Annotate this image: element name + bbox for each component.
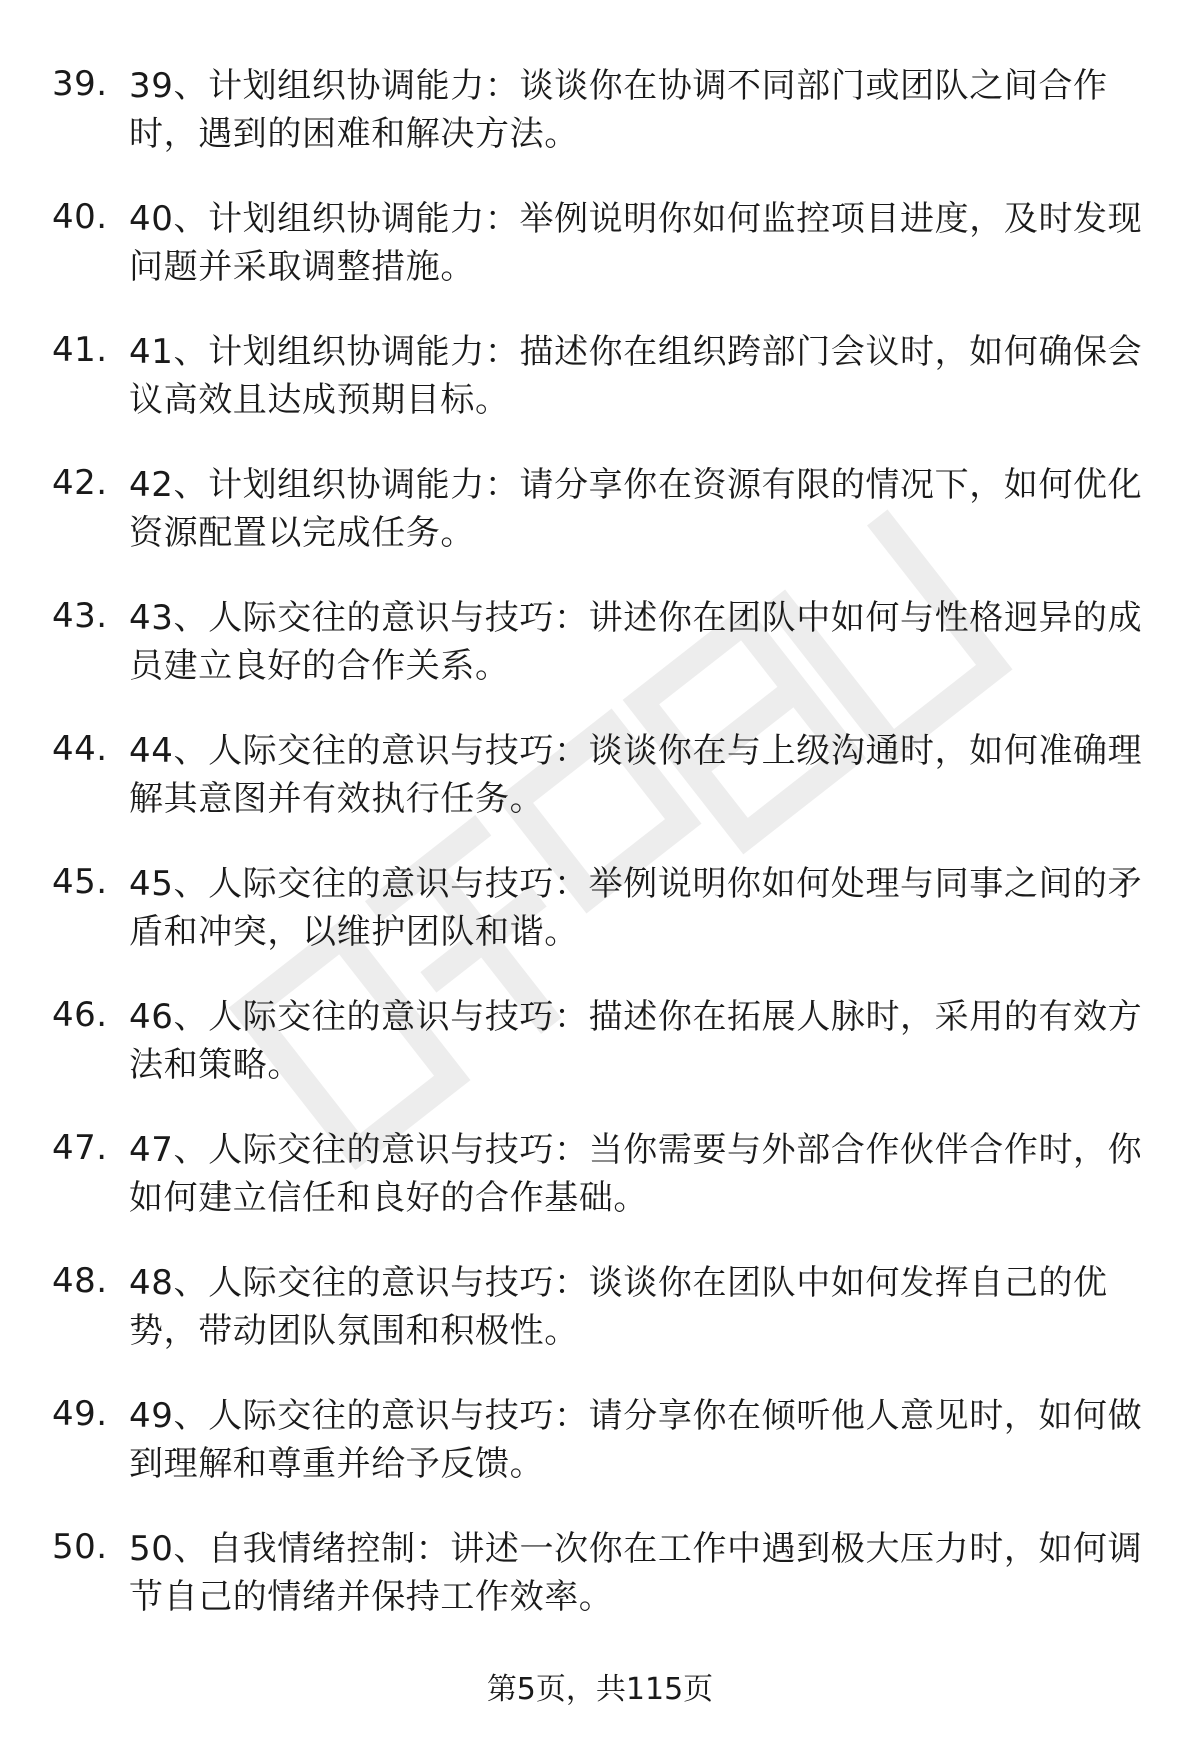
question-number: 39.: [52, 64, 108, 104]
question-number: 50.: [52, 1527, 108, 1567]
question-number: 49.: [52, 1394, 108, 1434]
question-text: 45、人际交往的意识与技巧：举例说明你如何处理与同事之间的矛盾和冲突，以维护团队和谐。: [129, 864, 1143, 952]
question-text: 40、计划组织协调能力：举例说明你如何监控项目进度，及时发现问题并采取调整措施。: [129, 199, 1143, 287]
question-text: 43、人际交往的意识与技巧：讲述你在团队中如何与性格迥异的成员建立良好的合作关系。: [129, 598, 1143, 686]
list-item: [0, 1257, 1200, 1390]
list-item: [0, 592, 1200, 725]
list-item: [0, 1390, 1200, 1523]
question-text: 44、人际交往的意识与技巧：谈谈你在与上级沟通时，如何准确理解其意图并有效执行任务。: [129, 731, 1143, 819]
list-item: [0, 326, 1200, 459]
list-item: [0, 991, 1200, 1124]
list-item: [0, 459, 1200, 592]
list-item: [0, 1523, 1200, 1656]
list-item: [0, 858, 1200, 991]
question-number: 43.: [52, 596, 108, 636]
question-list: [0, 60, 1200, 1656]
question-text: 49、人际交往的意识与技巧：请分享你在倾听他人意见时，如何做到理解和尊重并给予反馈。: [129, 1396, 1143, 1484]
question-number: 40.: [52, 197, 108, 237]
question-number: 42.: [52, 463, 108, 503]
question-number: 47.: [52, 1128, 108, 1168]
question-text: 42、计划组织协调能力：请分享你在资源有限的情况下，如何优化资源配置以完成任务。: [129, 465, 1143, 553]
question-text: 48、人际交往的意识与技巧：谈谈你在团队中如何发挥自己的优势，带动团队氛围和积极性。: [129, 1263, 1108, 1351]
page-footer: 第5页，共115页: [486, 1672, 714, 1707]
question-number: 44.: [52, 729, 108, 769]
question-text: 39、计划组织协调能力：谈谈你在协调不同部门或团队之间合作时，遇到的困难和解决方法。: [129, 66, 1108, 154]
question-text: 46、人际交往的意识与技巧：描述你在拓展人脉时，采用的有效方法和策略。: [129, 997, 1143, 1085]
question-text: 41、计划组织协调能力：描述你在组织跨部门会议时，如何确保会议高效且达成预期目标。: [129, 332, 1143, 420]
question-number: 48.: [52, 1261, 108, 1301]
list-item: [0, 1124, 1200, 1257]
question-number: 46.: [52, 995, 108, 1035]
list-item: [0, 60, 1200, 193]
question-text: 47、人际交往的意识与技巧：当你需要与外部合作伙伴合作时，你如何建立信任和良好的合作基础。: [129, 1130, 1143, 1218]
question-number: 45.: [52, 862, 108, 902]
question-number: 41.: [52, 330, 108, 370]
list-item: [0, 725, 1200, 858]
question-text: 50、自我情绪控制：讲述一次你在工作中遇到极大压力时，如何调节自己的情绪并保持工作效率。: [129, 1529, 1143, 1617]
list-item: [0, 193, 1200, 326]
